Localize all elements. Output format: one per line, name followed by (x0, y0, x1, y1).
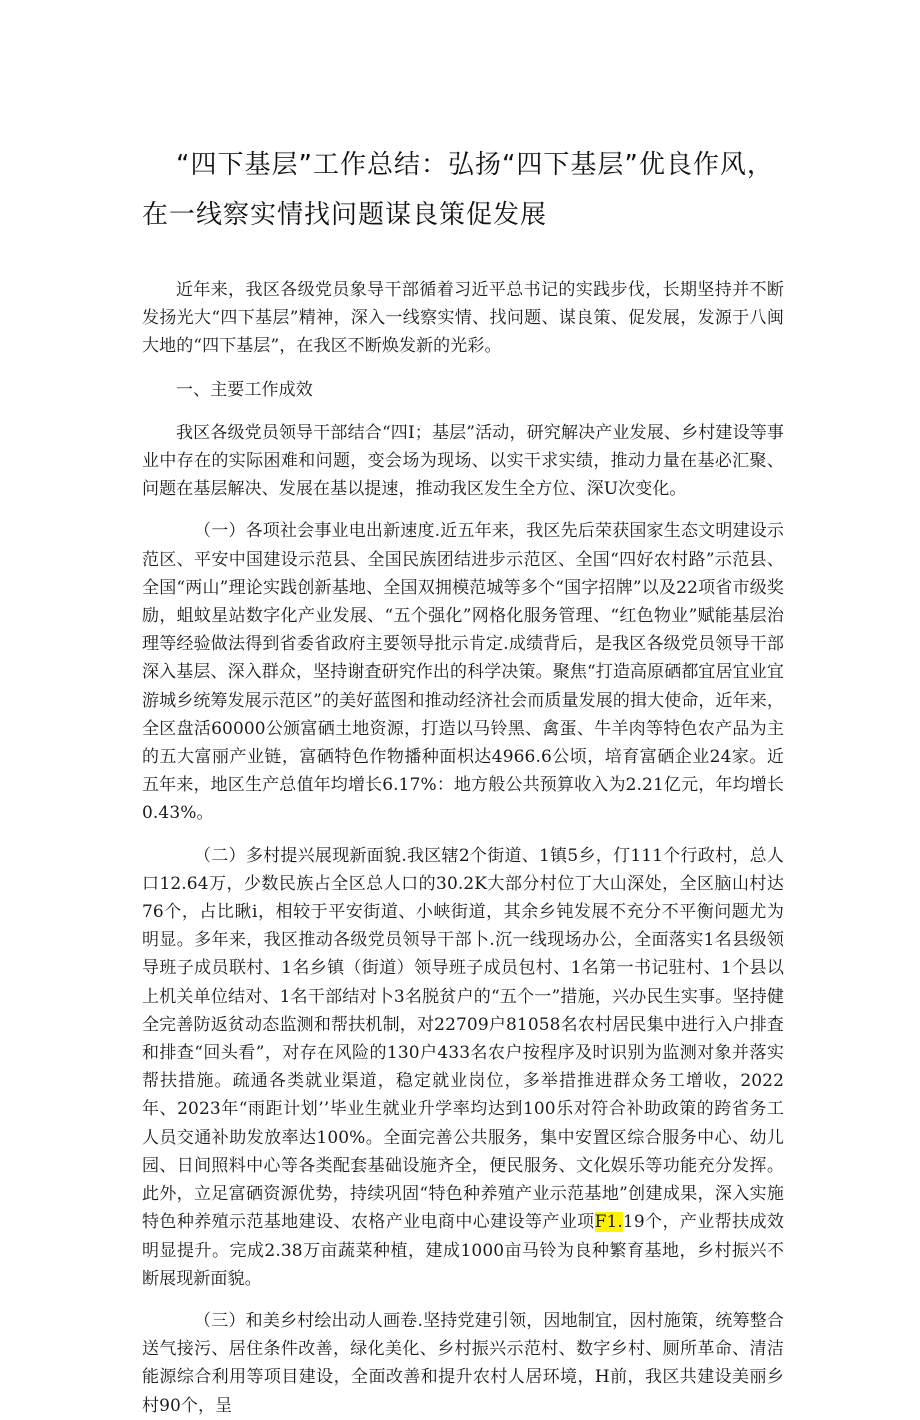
paragraph-overview: 我区各级党员领导干部结合“四I；基层”活动，研究解决产业发展、乡村建设等事业中存在的实际困难和问题，变会场为现场、以实干求实绩，推动力量在基必汇聚、问题在基层解决、发展在基以提速，推动我区发生全方位、深U次变化。 (142, 422, 784, 500)
paragraph-rural-revitalization-text-end: 19个，产业帮扶成效明显提升。完成2.38万亩蔬菜种植，建成1000亩马铃为良种繁育基地，乡村振兴不断展现新面貌。 (142, 1212, 784, 1289)
document-title-line-2: 在一线察实情找问题谋良策促发展 (142, 200, 548, 230)
document-body (142, 276, 784, 1420)
intro-paragraph: 近年来，我区各级党员象导干部循着习近平总书记的实践步伐，长期坚持并不断发扬光大“四下基层”精神，深入一线察实情、找问题、谋良策、促发展，发源于八闽大地的“四下基层”，在我区不断焕发新的光彩。 (142, 280, 784, 357)
highlighted-text: F1. (594, 1212, 623, 1233)
paragraph-social-development: （一）各项社会事业电出新速度.近五年来，我区先后荣获国家生态文明建设示范区、平安中国建设示范县、全国民族团结进步示范区、全国“四好农村路”示范县、全国“两山”理论实践创新基地、全国双拥模范城等多个“国字招牌”以及22项省市级奖励，蛆蚊星站数字化产业发展、“五个强化”网格化服务管理、“红色物业”赋能基层治理等经验做法得到省委省政府主要领导批示肯定.成绩背后，是我区各级党员领导干部深入基层、深入群众，坚持谢査研究作出的科学决策。聚焦“打造高原硒都宜居宜业宜游城乡统筹发展示范区”的美好蓝图和推动经济社会而质量发展的揖大使命，近年来，全区盘活60000公颁富硒土地资源，打造以马铃黑、禽蛋、牛羊肉等特色农产品为主的五大富丽产业链，富硒特色作物播种面枳达4966.6公顷，培育富硒企业24家。近五年来，地区生产总值年均增长6.17%：地方般公共预算收入为2.21亿元，年均增长0.43%。 (142, 521, 784, 824)
paragraph-rural-revitalization-text: （二）多村提兴展现新面貌.我区辖2个街道、1镇5乡，仃111个行政村，总人口12.64万，少数民族占全区总人口的30.2K大部分村位丁大山深处，全区脑山村达76个，占比瞅i，相较于平安街道、小峡街道，其余乡钝发展不充分不平衡问题尤为明显。多年来，我区推动各级党员领导干部卜.沉一线现场办公，全面落实1名县级领导班子成员联村、1名乡镇（街道）领导班子成员包村、1名第一书记驻村、1个县以上机关单位结对、1名干部结对卜3名脱贫户的“五个一”措施，兴办民生实事。坚持健全完善防返贫动态监测和帮扶机制，对22709户81058名农村居民集中进行入户排査和排查“回头看”，对存在风险的130户433名农户按程序及时识别为监测对象并落实帮扶措施。疏通各类就业渠道，稳定就业岗位，多举措推进群众务工增收，2022年、2023年“雨距计划’’毕业生就业升学率均达到100乐对符合补助政策的跨省务工人员交通补助发放率达100%。全面完善公共服务，集中安置区综合服务中心、幼儿园、日间照料中心等各类配套基础设施齐全，便民服务、文化娱乐等功能充分发挥。此外，立足富硒资源优势，持续巩固“特色种养殖产业示范基地”创建成果，深入实施特色种养殖示范基地建设、农格产业电商中心建设等产业项 (142, 845, 784, 1233)
paragraph-rural-revitalization (142, 842, 784, 1293)
paragraph-beautiful-villages: （三）和美乡村绘出动人画卷.坚持党建引领，因地制宜，因村施策，统筹整合送气接污、居住条件改善，绿化美化、乡村振兴示范村、数字乡村、厕所革命、清洁能源综合利用等项目建设，全面改善和提升农村人居环境，H前，我区共建设美丽乡村90个，呈 (142, 1310, 784, 1416)
document-title-line-1: “四下基层”工作总结：弘扬“四下基层”优良作风， (176, 150, 774, 180)
section-heading: 一、主要工作成效 (176, 379, 313, 400)
